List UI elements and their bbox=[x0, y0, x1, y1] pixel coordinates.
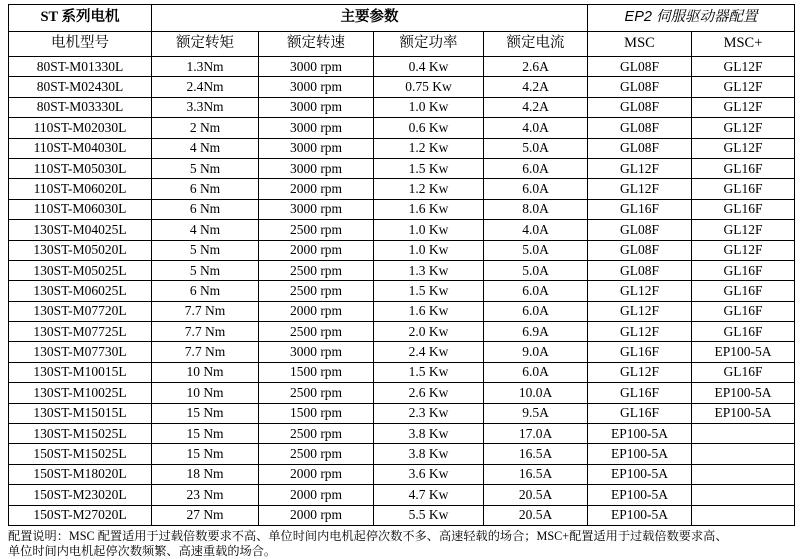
cell-model: 80ST-M01330L bbox=[9, 57, 152, 77]
cell-torque: 27 Nm bbox=[152, 505, 259, 525]
cell-power: 2.3 Kw bbox=[374, 403, 484, 423]
cell-speed: 3000 rpm bbox=[259, 77, 374, 97]
group-header-series: ST 系列电机 bbox=[9, 5, 152, 32]
cell-speed: 2500 rpm bbox=[259, 383, 374, 403]
cell-msc: GL16F bbox=[588, 199, 692, 219]
group-header-driver-config-label: EP2 伺服驱动器配置 bbox=[624, 9, 758, 26]
col-header-power: 额定功率 bbox=[374, 32, 484, 57]
cell-torque: 5 Nm bbox=[152, 260, 259, 280]
cell-msc-plus: EP100-5A bbox=[692, 403, 795, 423]
cell-current: 6.9A bbox=[484, 322, 588, 342]
cell-speed: 3000 rpm bbox=[259, 138, 374, 158]
cell-msc-plus: GL16F bbox=[692, 301, 795, 321]
cell-speed: 2000 rpm bbox=[259, 301, 374, 321]
cell-power: 0.6 Kw bbox=[374, 118, 484, 138]
cell-power: 1.2 Kw bbox=[374, 179, 484, 199]
table-group-header-row bbox=[9, 5, 795, 32]
cell-power: 1.5 Kw bbox=[374, 281, 484, 301]
table-row bbox=[9, 281, 795, 301]
cell-model: 130ST-M07720L bbox=[9, 301, 152, 321]
cell-power: 1.2 Kw bbox=[374, 138, 484, 158]
cell-torque: 15 Nm bbox=[152, 424, 259, 444]
cell-model: 110ST-M05030L bbox=[9, 158, 152, 178]
cell-current: 5.0A bbox=[484, 138, 588, 158]
cell-msc-plus: GL12F bbox=[692, 57, 795, 77]
cell-current: 17.0A bbox=[484, 424, 588, 444]
cell-power: 1.0 Kw bbox=[374, 240, 484, 260]
cell-msc-plus: GL16F bbox=[692, 179, 795, 199]
cell-current: 4.2A bbox=[484, 77, 588, 97]
table-row bbox=[9, 240, 795, 260]
cell-power: 3.8 Kw bbox=[374, 444, 484, 464]
cell-power: 1.6 Kw bbox=[374, 199, 484, 219]
table-row bbox=[9, 362, 795, 382]
cell-power: 2.6 Kw bbox=[374, 383, 484, 403]
table-header bbox=[9, 5, 795, 57]
cell-model: 130ST-M05025L bbox=[9, 260, 152, 280]
cell-msc-plus: GL16F bbox=[692, 281, 795, 301]
cell-model: 130ST-M07725L bbox=[9, 322, 152, 342]
table-row bbox=[9, 485, 795, 505]
cell-current: 5.0A bbox=[484, 260, 588, 280]
cell-msc: GL12F bbox=[588, 322, 692, 342]
motor-spec-table bbox=[8, 4, 795, 526]
table-row bbox=[9, 179, 795, 199]
cell-torque: 6 Nm bbox=[152, 179, 259, 199]
cell-model: 80ST-M03330L bbox=[9, 97, 152, 117]
cell-model: 80ST-M02430L bbox=[9, 77, 152, 97]
cell-msc-plus: EP100-5A bbox=[692, 342, 795, 362]
cell-model: 110ST-M04030L bbox=[9, 138, 152, 158]
cell-torque: 10 Nm bbox=[152, 383, 259, 403]
cell-msc: GL08F bbox=[588, 57, 692, 77]
cell-model: 130ST-M04025L bbox=[9, 220, 152, 240]
cell-torque: 4 Nm bbox=[152, 220, 259, 240]
cell-power: 1.3 Kw bbox=[374, 260, 484, 280]
cell-current: 6.0A bbox=[484, 179, 588, 199]
cell-msc-plus: GL12F bbox=[692, 77, 795, 97]
cell-power: 5.5 Kw bbox=[374, 505, 484, 525]
col-header-current: 额定电流 bbox=[484, 32, 588, 57]
cell-msc: EP100-5A bbox=[588, 444, 692, 464]
col-header-speed: 额定转速 bbox=[259, 32, 374, 57]
config-note bbox=[8, 529, 794, 559]
table-body bbox=[9, 57, 795, 526]
cell-power: 3.6 Kw bbox=[374, 464, 484, 484]
cell-model: 150ST-M15025L bbox=[9, 444, 152, 464]
cell-msc: GL08F bbox=[588, 97, 692, 117]
table-row bbox=[9, 260, 795, 280]
cell-msc-plus bbox=[692, 505, 795, 525]
group-header-driver-config bbox=[588, 5, 795, 32]
cell-speed: 2500 rpm bbox=[259, 424, 374, 444]
cell-torque: 7.7 Nm bbox=[152, 342, 259, 362]
cell-torque: 6 Nm bbox=[152, 199, 259, 219]
table-row bbox=[9, 505, 795, 525]
table-row bbox=[9, 464, 795, 484]
table-row bbox=[9, 158, 795, 178]
cell-msc-plus: GL16F bbox=[692, 362, 795, 382]
cell-model: 110ST-M06020L bbox=[9, 179, 152, 199]
cell-msc: GL12F bbox=[588, 179, 692, 199]
cell-msc: EP100-5A bbox=[588, 464, 692, 484]
cell-current: 4.0A bbox=[484, 118, 588, 138]
cell-msc-plus: GL16F bbox=[692, 199, 795, 219]
cell-msc-plus: GL12F bbox=[692, 97, 795, 117]
cell-torque: 7.7 Nm bbox=[152, 301, 259, 321]
cell-msc: GL08F bbox=[588, 260, 692, 280]
cell-current: 6.0A bbox=[484, 281, 588, 301]
cell-speed: 2500 rpm bbox=[259, 260, 374, 280]
cell-msc-plus: GL12F bbox=[692, 240, 795, 260]
cell-power: 0.75 Kw bbox=[374, 77, 484, 97]
table-row bbox=[9, 301, 795, 321]
table-row bbox=[9, 403, 795, 423]
cell-msc-plus bbox=[692, 485, 795, 505]
cell-current: 16.5A bbox=[484, 444, 588, 464]
cell-current: 5.0A bbox=[484, 240, 588, 260]
cell-model: 150ST-M27020L bbox=[9, 505, 152, 525]
cell-power: 2.0 Kw bbox=[374, 322, 484, 342]
cell-msc-plus bbox=[692, 464, 795, 484]
cell-current: 4.0A bbox=[484, 220, 588, 240]
cell-torque: 7.7 Nm bbox=[152, 322, 259, 342]
table-row bbox=[9, 383, 795, 403]
cell-torque: 2 Nm bbox=[152, 118, 259, 138]
cell-speed: 2000 rpm bbox=[259, 505, 374, 525]
cell-msc-plus: GL16F bbox=[692, 158, 795, 178]
cell-model: 150ST-M18020L bbox=[9, 464, 152, 484]
cell-power: 1.6 Kw bbox=[374, 301, 484, 321]
table-row bbox=[9, 118, 795, 138]
table-row bbox=[9, 444, 795, 464]
cell-speed: 2500 rpm bbox=[259, 281, 374, 301]
col-header-model: 电机型号 bbox=[9, 32, 152, 57]
cell-speed: 3000 rpm bbox=[259, 97, 374, 117]
config-note-line-2: 单位时间内电机起停次数频繁、高速重载的场合。 bbox=[8, 544, 277, 559]
cell-msc: GL08F bbox=[588, 77, 692, 97]
table-row bbox=[9, 220, 795, 240]
cell-msc-plus bbox=[692, 444, 795, 464]
col-header-msc: MSC bbox=[588, 32, 692, 57]
cell-msc: GL12F bbox=[588, 301, 692, 321]
cell-model: 110ST-M02030L bbox=[9, 118, 152, 138]
cell-msc: EP100-5A bbox=[588, 424, 692, 444]
cell-msc-plus: GL12F bbox=[692, 138, 795, 158]
cell-model: 130ST-M07730L bbox=[9, 342, 152, 362]
cell-msc: GL08F bbox=[588, 118, 692, 138]
cell-speed: 2000 rpm bbox=[259, 464, 374, 484]
cell-power: 1.5 Kw bbox=[374, 158, 484, 178]
cell-msc-plus: EP100-5A bbox=[692, 383, 795, 403]
cell-msc-plus: GL12F bbox=[692, 118, 795, 138]
cell-speed: 2500 rpm bbox=[259, 220, 374, 240]
cell-msc: GL16F bbox=[588, 383, 692, 403]
cell-speed: 2000 rpm bbox=[259, 485, 374, 505]
cell-msc: GL08F bbox=[588, 240, 692, 260]
cell-power: 1.0 Kw bbox=[374, 220, 484, 240]
cell-torque: 1.3Nm bbox=[152, 57, 259, 77]
col-header-torque: 额定转矩 bbox=[152, 32, 259, 57]
cell-current: 9.0A bbox=[484, 342, 588, 362]
cell-power: 4.7 Kw bbox=[374, 485, 484, 505]
cell-current: 20.5A bbox=[484, 485, 588, 505]
cell-torque: 2.4Nm bbox=[152, 77, 259, 97]
cell-current: 9.5A bbox=[484, 403, 588, 423]
cell-msc: GL12F bbox=[588, 158, 692, 178]
cell-model: 130ST-M10015L bbox=[9, 362, 152, 382]
cell-speed: 1500 rpm bbox=[259, 362, 374, 382]
cell-current: 6.0A bbox=[484, 301, 588, 321]
cell-speed: 1500 rpm bbox=[259, 403, 374, 423]
cell-model: 150ST-M23020L bbox=[9, 485, 152, 505]
cell-current: 2.6A bbox=[484, 57, 588, 77]
cell-msc-plus: GL16F bbox=[692, 260, 795, 280]
cell-power: 0.4 Kw bbox=[374, 57, 484, 77]
cell-model: 130ST-M05020L bbox=[9, 240, 152, 260]
cell-current: 10.0A bbox=[484, 383, 588, 403]
cell-torque: 10 Nm bbox=[152, 362, 259, 382]
cell-speed: 2500 rpm bbox=[259, 444, 374, 464]
cell-current: 20.5A bbox=[484, 505, 588, 525]
cell-current: 8.0A bbox=[484, 199, 588, 219]
table-row bbox=[9, 97, 795, 117]
cell-torque: 5 Nm bbox=[152, 240, 259, 260]
cell-current: 6.0A bbox=[484, 158, 588, 178]
cell-current: 16.5A bbox=[484, 464, 588, 484]
cell-torque: 23 Nm bbox=[152, 485, 259, 505]
cell-speed: 3000 rpm bbox=[259, 118, 374, 138]
cell-model: 130ST-M06025L bbox=[9, 281, 152, 301]
col-header-msc-plus: MSC+ bbox=[692, 32, 795, 57]
cell-msc-plus: GL16F bbox=[692, 322, 795, 342]
group-header-main-params: 主要参数 bbox=[152, 5, 588, 32]
cell-msc: EP100-5A bbox=[588, 505, 692, 525]
cell-speed: 2000 rpm bbox=[259, 240, 374, 260]
cell-speed: 3000 rpm bbox=[259, 342, 374, 362]
cell-torque: 3.3Nm bbox=[152, 97, 259, 117]
cell-current: 4.2A bbox=[484, 97, 588, 117]
cell-speed: 3000 rpm bbox=[259, 158, 374, 178]
table-row bbox=[9, 138, 795, 158]
cell-model: 110ST-M06030L bbox=[9, 199, 152, 219]
cell-torque: 15 Nm bbox=[152, 444, 259, 464]
cell-msc-plus: GL12F bbox=[692, 220, 795, 240]
table-row bbox=[9, 199, 795, 219]
table-row bbox=[9, 342, 795, 362]
cell-model: 130ST-M15015L bbox=[9, 403, 152, 423]
cell-speed: 3000 rpm bbox=[259, 57, 374, 77]
table-row bbox=[9, 77, 795, 97]
cell-power: 2.4 Kw bbox=[374, 342, 484, 362]
cell-msc: GL16F bbox=[588, 403, 692, 423]
cell-msc: GL12F bbox=[588, 362, 692, 382]
cell-speed: 3000 rpm bbox=[259, 199, 374, 219]
cell-power: 1.0 Kw bbox=[374, 97, 484, 117]
cell-speed: 2000 rpm bbox=[259, 179, 374, 199]
cell-msc: GL08F bbox=[588, 220, 692, 240]
cell-torque: 18 Nm bbox=[152, 464, 259, 484]
cell-model: 130ST-M15025L bbox=[9, 424, 152, 444]
cell-msc: EP100-5A bbox=[588, 485, 692, 505]
cell-torque: 6 Nm bbox=[152, 281, 259, 301]
config-note-line-1: 配置说明：MSC 配置适用于过载倍数要求不高、单位时间内电机起停次数不多、高速轻载的场合；MSC+配置适用于过载倍数要求高、 bbox=[8, 528, 728, 543]
cell-msc: GL16F bbox=[588, 342, 692, 362]
table-row bbox=[9, 424, 795, 444]
cell-current: 6.0A bbox=[484, 362, 588, 382]
cell-torque: 15 Nm bbox=[152, 403, 259, 423]
table-column-header-row bbox=[9, 32, 795, 57]
table-row bbox=[9, 57, 795, 77]
cell-msc: GL08F bbox=[588, 138, 692, 158]
cell-msc-plus bbox=[692, 424, 795, 444]
cell-power: 3.8 Kw bbox=[374, 424, 484, 444]
cell-model: 130ST-M10025L bbox=[9, 383, 152, 403]
table-row bbox=[9, 322, 795, 342]
cell-power: 1.5 Kw bbox=[374, 362, 484, 382]
cell-torque: 5 Nm bbox=[152, 158, 259, 178]
cell-msc: GL12F bbox=[588, 281, 692, 301]
cell-speed: 2500 rpm bbox=[259, 322, 374, 342]
cell-torque: 4 Nm bbox=[152, 138, 259, 158]
